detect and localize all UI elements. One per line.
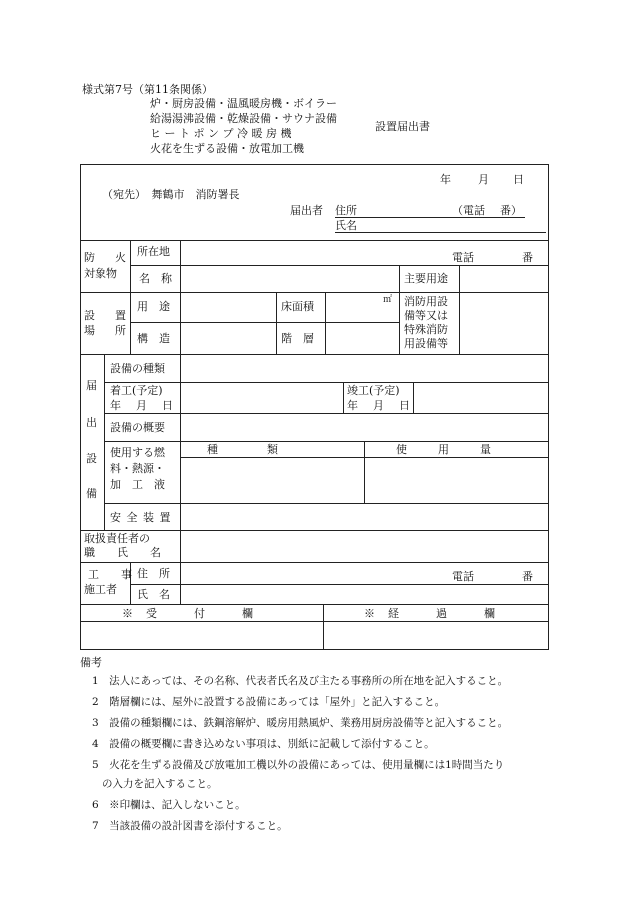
reception-header: ※ 受 付 欄 — [122, 607, 254, 620]
vline-label-col — [180, 240, 181, 604]
fire-target-label-line1 — [84, 252, 126, 263]
manager-label-2: 職 氏 名 — [84, 546, 161, 559]
vline-fire-target — [130, 240, 131, 354]
vline-finish-left — [343, 382, 344, 413]
equipment-line-4: 火花を生ずる設備・放電加工機 — [150, 142, 304, 155]
vline-footer-split — [323, 604, 324, 650]
floor-area-label: 床面積 — [281, 300, 314, 313]
fire-equipment-label-4: 用設備等 — [404, 337, 448, 350]
fire-target-phone-suffix: 番 — [522, 251, 533, 264]
start-month: 月 — [136, 399, 147, 412]
date-year: 年 — [440, 173, 451, 186]
floor-label: 階 層 — [281, 332, 314, 345]
note-1: 1 法人にあっては、その名称、代表者氏名及び主たる事務所の所在地を記入すること。 — [92, 675, 509, 687]
notifier-phone-suffix: 番） — [500, 204, 522, 217]
contractor-name-label: 氏 名 — [137, 588, 170, 601]
install-place-line1: 設 置 — [84, 309, 126, 322]
notifier-address-underline — [335, 217, 525, 218]
finish-year: 年 — [347, 399, 358, 412]
vline-main-use — [399, 265, 400, 354]
equipment-line-2: 給湯湯沸設備・乾燥設備・サウナ設備 — [150, 112, 337, 125]
start-year: 年 — [110, 399, 121, 412]
document-title: 設置届出書 — [375, 120, 430, 133]
divider-summary — [104, 441, 549, 442]
contractor-phone-label: 電話 — [452, 570, 474, 583]
note-3: 3 設備の種類欄には、鉄鋼溶解炉、暖房用熱風炉、業務用厨房設備等と記入すること。 — [92, 717, 509, 729]
main-use-label: 主要用途 — [404, 272, 448, 285]
manager-label-1: 取扱責任者の — [84, 532, 150, 545]
finish-month: 月 — [373, 399, 384, 412]
vline-fuel-split — [364, 441, 365, 503]
fire-equipment-label-2: 備等又は — [404, 309, 448, 322]
finish-label: 竣工(予定) — [347, 384, 400, 397]
equipment-side-char-2: 出 — [86, 416, 97, 429]
fire-equipment-label-1: 消防用設 — [404, 295, 448, 308]
note-6: 6 ※印欄は、記入しないこと。 — [92, 799, 246, 811]
divider-install-bottom — [80, 354, 549, 355]
type-header: 種 類 — [207, 443, 282, 456]
install-place-line2: 場 所 — [84, 324, 126, 337]
fuel-label-3: 加 工 液 — [110, 478, 165, 491]
divider-footer-header — [80, 621, 549, 622]
notifier-name-label: 氏名 — [335, 219, 357, 232]
vline-floor-area-left — [276, 292, 277, 354]
fire-target-name-label: 名 称 — [139, 272, 172, 285]
fire-target-char-1: 防 — [84, 251, 95, 264]
progress-header: ※ 経 過 欄 — [364, 607, 496, 620]
date-month: 月 — [478, 173, 489, 186]
finish-day: 日 — [399, 399, 410, 412]
equipment-line-3: ヒ ー ト ポ ン プ 冷 暖 房 機 — [150, 127, 292, 140]
fuel-label-1: 使用する燃 — [110, 446, 165, 459]
fire-target-phone-label: 電話 — [452, 251, 474, 264]
note-2: 2 階層欄には、屋外に設置する設備にあっては「屋外」と記入すること。 — [92, 696, 446, 708]
divider-start — [104, 413, 549, 414]
equipment-kind-label: 設備の種類 — [110, 362, 165, 375]
note-7: 7 当該設備の設計図書を添付すること。 — [92, 820, 288, 832]
form-number: 様式第7号（第11条関係） — [82, 83, 213, 96]
notifier-address-label: 住所 — [335, 204, 357, 217]
fire-equipment-label-3: 特殊消防 — [404, 323, 448, 336]
fire-target-char-2: 火 — [115, 251, 126, 264]
date-day: 日 — [513, 173, 524, 186]
vline-finish-right — [413, 382, 414, 413]
equipment-summary-label: 設備の概要 — [110, 421, 165, 434]
start-label: 着工(予定) — [110, 384, 163, 397]
vline-equipment-side — [104, 354, 105, 530]
divider-kind — [104, 382, 549, 383]
notifier-phone-label: （電話 — [452, 204, 485, 217]
usage-header: 使 用 量 — [396, 443, 494, 456]
vline-main-use-value — [459, 265, 460, 354]
equipment-side-char-4: 備 — [86, 487, 97, 500]
divider-contractor-bottom — [80, 604, 549, 605]
divider-fire-target-mid — [130, 265, 549, 266]
location-label: 所在地 — [137, 245, 170, 258]
fuel-label-2: 料・熱源・ — [110, 462, 165, 475]
divider-fuel — [104, 503, 549, 504]
equipment-side-char-3: 設 — [86, 452, 97, 465]
safety-device-label: 安 全 装 置 — [110, 511, 172, 524]
fire-target-label-line2: 対象物 — [84, 267, 117, 280]
contractor-phone-suffix: 番 — [522, 570, 533, 583]
vline-floor-area-right — [325, 292, 326, 354]
divider-manager — [80, 562, 549, 563]
notes-title: 備考 — [80, 656, 102, 669]
divider-fire-target-bottom — [80, 292, 549, 293]
notifier-label: 届出者 — [290, 204, 323, 217]
start-day: 日 — [162, 399, 173, 412]
notifier-name-underline — [335, 232, 546, 233]
contractor-label-2: 施工者 — [84, 583, 117, 596]
equipment-line-1: 炉・厨房設備・温風暖房機・ボイラー — [150, 97, 337, 110]
divider-safety — [80, 530, 549, 531]
equipment-side-char-1: 届 — [86, 379, 97, 392]
note-5: 5 火花を生ずる設備及び放電加工機以外の設備にあっては、使用量欄には1時間当たり — [92, 759, 505, 771]
structure-label: 構 造 — [137, 332, 170, 345]
use-label: 用 途 — [137, 300, 170, 313]
floor-area-unit: ㎡ — [383, 295, 393, 305]
divider-addressee — [80, 240, 549, 241]
divider-contractor-mid — [130, 584, 549, 585]
addressee: （宛先） 舞鶴市 消防署長 — [102, 188, 240, 201]
note-5-continued: の入力を記入すること。 — [102, 778, 218, 790]
contractor-label-1: 工 事 — [88, 568, 132, 581]
divider-install-mid — [130, 322, 399, 323]
note-4: 4 設備の概要欄に書き込めない事項は、別紙に記載して添付すること。 — [92, 738, 435, 750]
contractor-address-label: 住 所 — [137, 567, 170, 580]
